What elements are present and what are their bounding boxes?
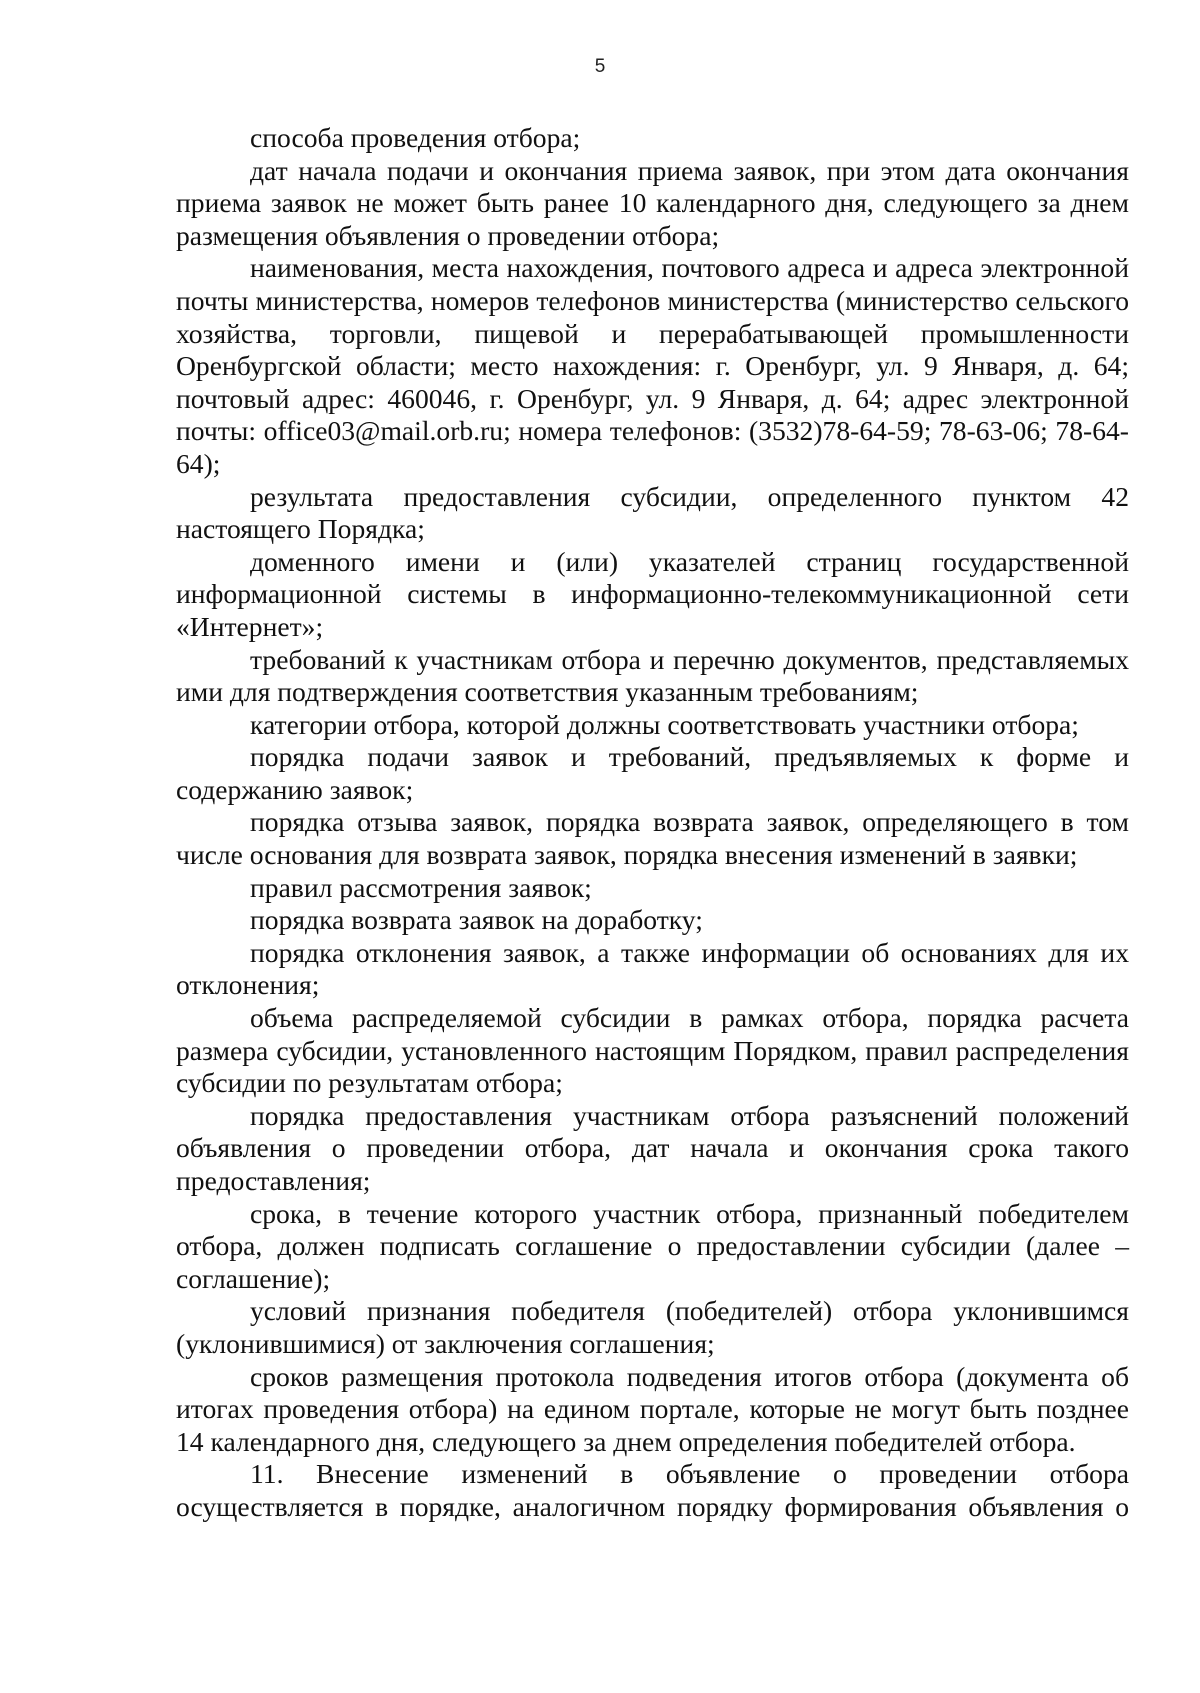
paragraph-item-11: 11. Внесение изменений в объявление о проведении отбора осуществляется в порядке, аналогичном порядку формирования объявления о <box>176 1458 1129 1522</box>
paragraph-application-withdrawal: порядка отзыва заявок, порядка возврата заявок, определяющего в том числе основания для возврата заявок, порядка внесения изменений в заявки; <box>176 806 1129 871</box>
paragraph-ministry-contacts: наименования, места нахождения, почтового адреса и адреса электронной почты министерства, номеров телефонов министерства (министерство сельского хозяйства, торговли, пищевой и перерабатывающей промышленности Оренбургской области; место нахождения: г. Оренбург, ул. 9 Января, д. 64; почтовый адрес: 460046, г. Оренбург, ул. 9 Января, д. 64; адрес электронной почты: office03@mail.orb.ru; номера телефонов: (3532)78-64-59; 78-63-06; 78-64-64); <box>176 252 1129 479</box>
paragraph-application-submission: порядка подачи заявок и требований, предъявляемых к форме и содержанию заявок; <box>176 741 1129 805</box>
paragraph-domain-name: доменного имени и (или) указателей страниц государственной информационной системы в информационно-телекоммуникационной сети «Интернет»; <box>176 545 1129 642</box>
document-body <box>176 122 1129 1524</box>
paragraph-protocol-publication: сроков размещения протокола подведения итогов отбора (документа об итогах проведения отбора) на едином портале, которые не могут быть позднее 14 календарного дня, следующего за днем определения победителей отбора. <box>176 1360 1129 1457</box>
page-number: 5 <box>594 56 606 77</box>
paragraph-selection-method: способа проведения отбора; <box>250 122 581 153</box>
paragraph-application-rejection: порядка отклонения заявок, а также информации об основаниях для их отклонения; <box>176 936 1129 1001</box>
paragraph-subsidy-result: результата предоставления субсидии, определенного пунктом 42 настоящего Порядка; <box>176 480 1129 545</box>
paragraph-return-for-revision: порядка возврата заявок на доработку; <box>250 904 703 936</box>
paragraph-clarifications: порядка предоставления участникам отбора разъяснений положений объявления о проведении отбора, дат начала и окончания срока такого предоставления; <box>176 1099 1129 1196</box>
paragraph-application-dates: дат начала подачи и окончания приема заявок, при этом дата окончания приема заявок не может быть ранее 10 календарного дня, следующего за днем размещения объявления о проведении отбора; <box>176 154 1129 251</box>
paragraph-participant-requirements: требований к участникам отбора и перечню документов, представляемых ими для подтверждения соответствия указанным требованиям; <box>176 643 1129 708</box>
paragraph-subsidy-volume: объема распределяемой субсидии в рамках отбора, порядка расчета размера субсидии, установленного настоящим Порядком, правил распределения субсидии по результатам отбора; <box>176 1002 1129 1099</box>
paragraph-selection-category: категории отбора, которой должны соответствовать участники отбора; <box>250 708 1079 740</box>
paragraph-evasion-conditions: условий признания победителя (победителей) отбора уклонившимся (уклонившимися) от заключения соглашения; <box>176 1295 1129 1359</box>
paragraph-review-rules: правил рассмотрения заявок; <box>250 871 592 903</box>
paragraph-agreement-deadline: срока, в течение которого участник отбора, признанный победителем отбора, должен подписать соглашение о предоставлении субсидии (далее – соглашение); <box>176 1197 1129 1294</box>
